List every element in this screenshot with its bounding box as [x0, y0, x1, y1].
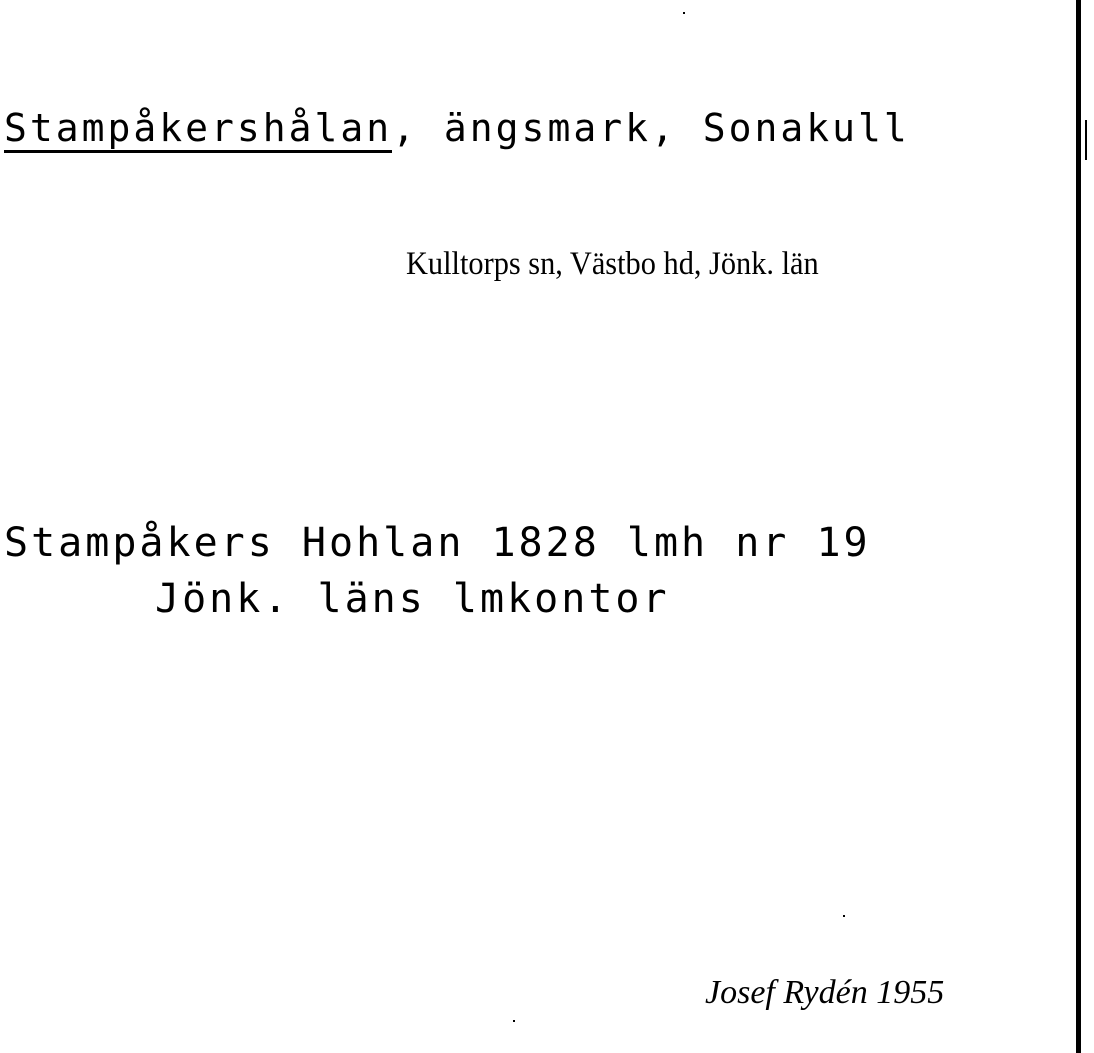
- scan-speck: [843, 915, 845, 917]
- source-line-1: Stampåkers Hohlan 1828 lmh nr 19: [4, 520, 871, 566]
- headword-line: [4, 106, 910, 150]
- signature: Josef Rydén 1955: [705, 974, 945, 1011]
- headword: Stampåkershålan: [4, 106, 392, 153]
- scan-speck: [683, 12, 685, 14]
- card-right-edge: [1076, 0, 1081, 1053]
- card-edge-mark: [1085, 120, 1087, 160]
- parish-line: Kulltorps sn, Västbo hd, Jönk. län: [406, 246, 819, 282]
- source-line-2: Jönk. läns lmkontor: [155, 576, 670, 622]
- headword-description: , ängsmark, Sonakull: [392, 106, 910, 150]
- scan-speck: [513, 1020, 515, 1022]
